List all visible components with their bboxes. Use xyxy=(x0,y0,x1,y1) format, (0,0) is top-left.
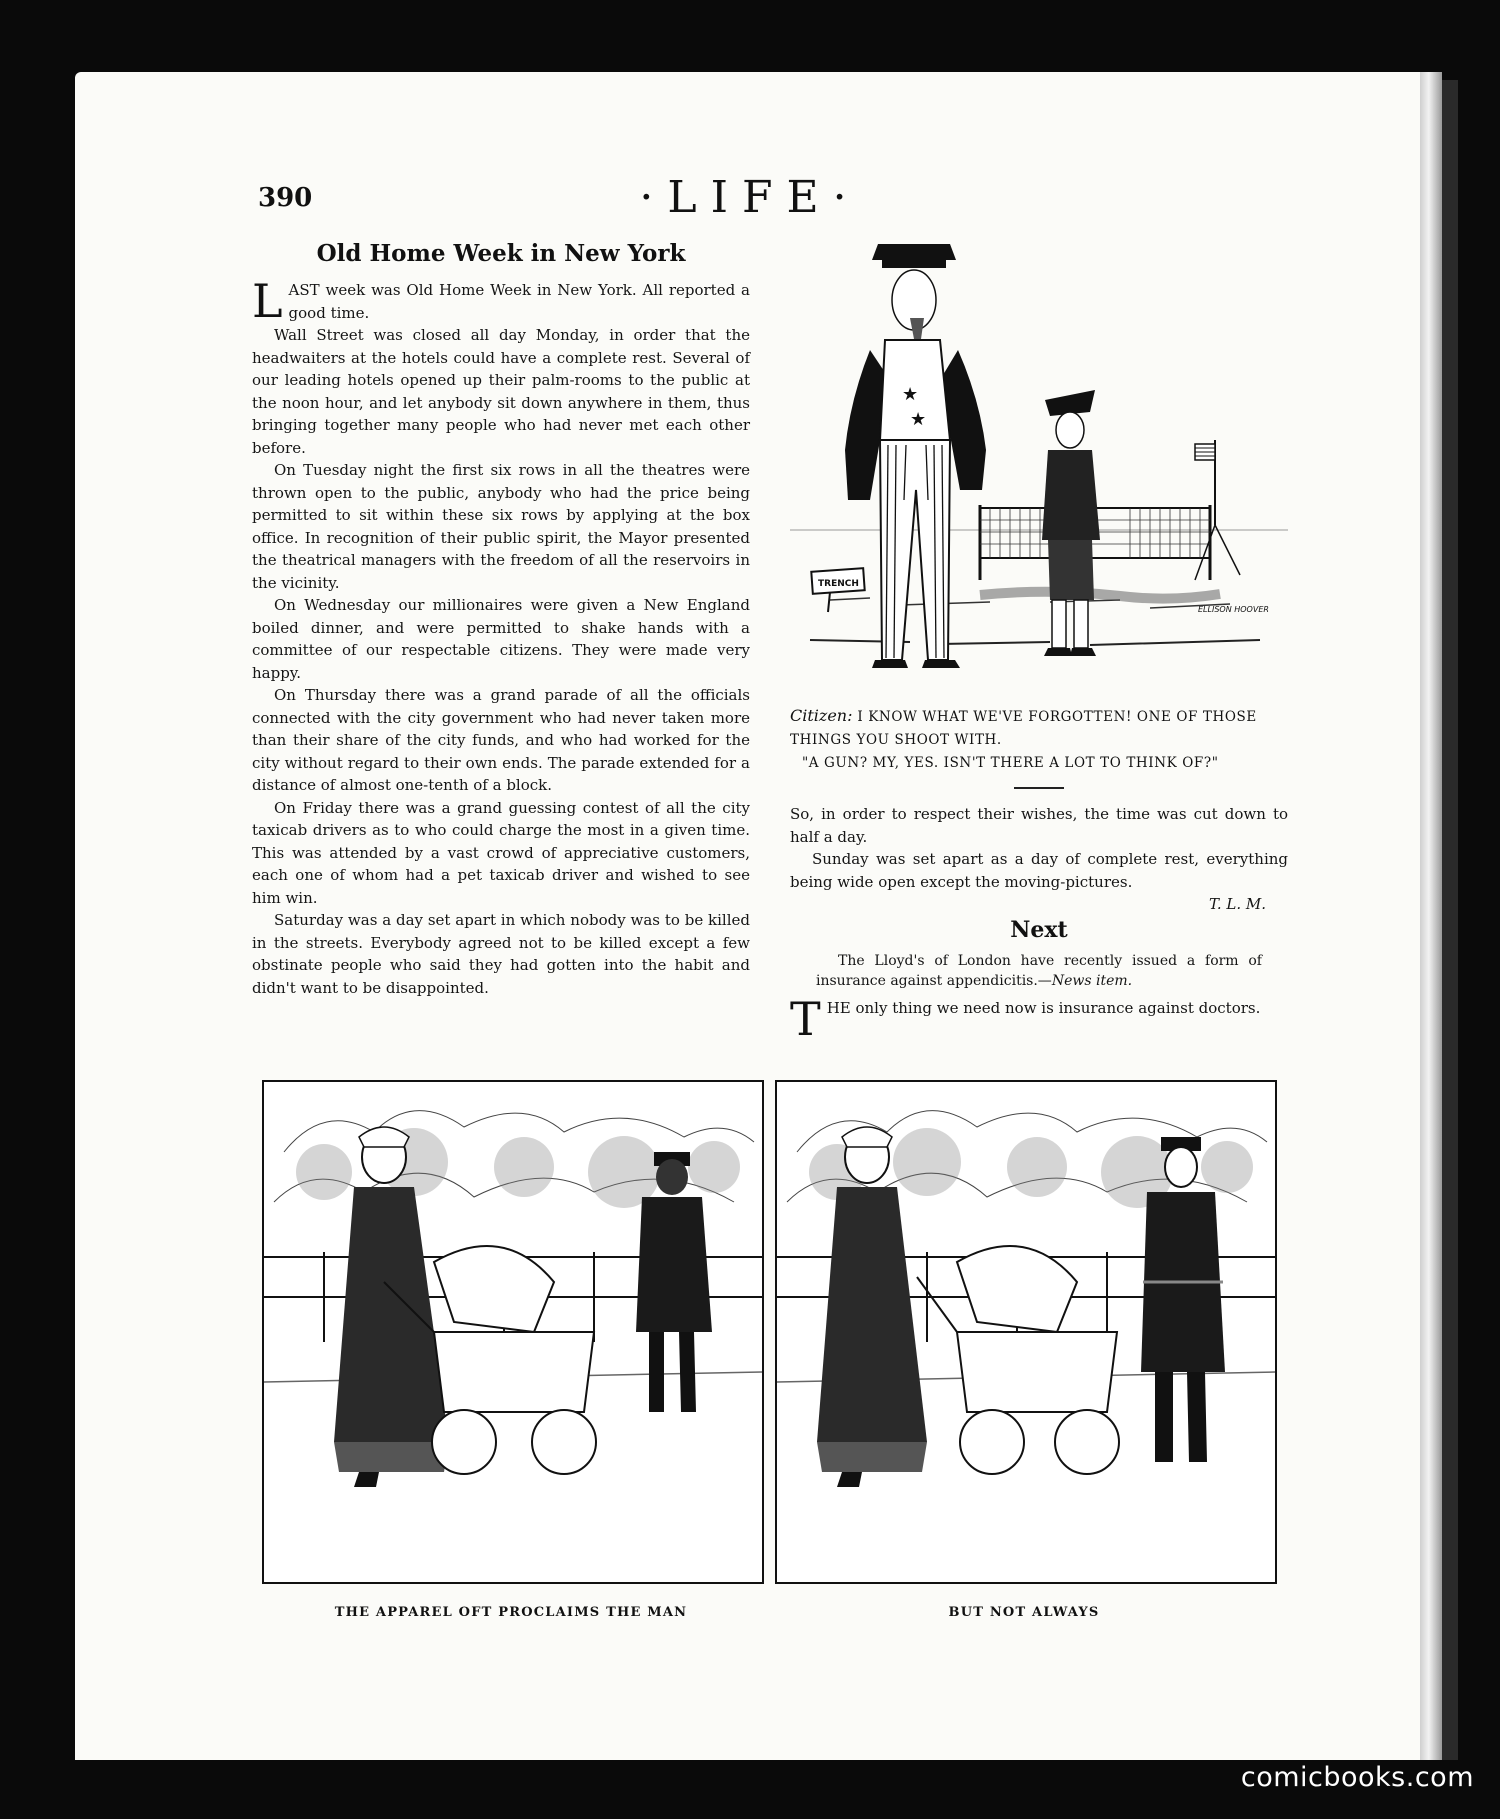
article-dropcap: L xyxy=(252,274,283,328)
baby-carriage-right xyxy=(917,1246,1119,1474)
article-paragraph-7: Saturday was a day set apart in which nobody was to be killed in the streets. Everybody agreed not to be killed except a few obstinate people who said they had gotten into the habit and didn't want to be disappointed. xyxy=(252,911,750,997)
citizen-figure xyxy=(1042,390,1100,656)
article-title: Old Home Week in New York xyxy=(316,240,686,267)
article-paragraph-1 xyxy=(252,274,750,328)
article-paragraph-1-text: AST week was Old Home Week in New York. All reported a good time. xyxy=(288,281,750,322)
next-title: Next xyxy=(1010,917,1068,943)
panel-right-caption: BUT NOT ALWAYS xyxy=(948,1605,1100,1620)
caption-line-1 xyxy=(790,704,1288,729)
panel-right-drawing xyxy=(777,1082,1275,1582)
author-signature: T. L. M. xyxy=(1209,895,1266,913)
page-gutter xyxy=(1420,72,1442,1760)
next-body xyxy=(790,992,1288,1046)
next-page-edge xyxy=(1442,80,1458,1760)
next-epigraph-source: News item. xyxy=(1051,973,1133,989)
panel-right-illustration xyxy=(775,1080,1277,1584)
masthead-title: ·LIFE· xyxy=(639,172,861,223)
caption-line-2: THINGS YOU SHOOT WITH. xyxy=(790,732,1002,748)
article-paragraph-2: Wall Street was closed all day Monday, in order that the headwaiters at the hotels could have a complete rest. Several of our leading hotels opened up their palm-rooms to the public at the noon hour, and let anybody sit down anywhere in them, thus bringing together many people who had never met each other before. xyxy=(252,326,750,457)
section-divider xyxy=(1014,787,1064,789)
page-number: 390 xyxy=(258,183,313,213)
svg-text:★: ★ xyxy=(902,384,919,405)
cartoon-caption xyxy=(790,704,1288,775)
panel-left-illustration xyxy=(262,1080,764,1584)
article-paragraph-5: On Thursday there was a grand parade of all the officials connected with the city government who had never taken more than their share of the city funds, and who had worked for the city without regard to their own ends. The parade extended for a distance of almost one-tenth of a block. xyxy=(252,686,750,794)
continuation-paragraph-2: Sunday was set apart as a day of complete rest, everything being wide open except the moving-pictures. xyxy=(790,850,1288,891)
caption-speaker: Citizen: xyxy=(790,706,853,725)
next-epigraph-text: The Lloyd's of London have recently issued a form of insurance against appendicitis.— xyxy=(816,953,1262,989)
continuation-paragraph-1: So, in order to respect their wishes, the time was cut down to half a day. xyxy=(790,805,1288,846)
panel-left-drawing xyxy=(264,1082,762,1582)
article-paragraph-6: On Friday there was a grand guessing contest of all the city taxicab drivers as to who could charge the most in a given time. This was attended by a vast crowd of appreciative customers, each one of whom had a pet taxicab driver and wished to see him win. xyxy=(252,798,750,907)
next-dropcap: T xyxy=(790,992,821,1046)
article-column xyxy=(252,240,750,999)
next-body-text: HE only thing we need now is insurance against doctors. xyxy=(826,999,1261,1017)
svg-text:★: ★ xyxy=(910,409,927,430)
caption-line-3: "A GUN? MY, YES. ISN'T THERE A LOT TO THINK OF?" xyxy=(802,755,1219,771)
site-watermark: comicbooks.com xyxy=(1240,1762,1474,1793)
right-column xyxy=(790,240,1288,1046)
article-paragraph-3: On Tuesday night the first six rows in all the theatres were thrown open to the public, anybody who had the price being permitted to sit within these six rows by applying at the box office. In recognition of their public spirit, the Mayor presented the theatrical managers with the freedom of all the reservoirs in the vicinity. xyxy=(252,461,750,592)
caption-line-1-text: I KNOW WHAT WE'VE FORGOTTEN! ONE OF THOSE xyxy=(852,709,1257,725)
panel-left-caption: THE APPAREL OFT PROCLAIMS THE MAN xyxy=(334,1605,688,1620)
next-epigraph xyxy=(816,951,1262,991)
artist-signature: ELLISON HOOVER xyxy=(1198,605,1269,614)
cartoon-sign-text: TRENCH xyxy=(818,579,859,589)
article-paragraph-4: On Wednesday our millionaires were given a New England boiled dinner, and were permitted to shake hands with a committee of our respectable citizens. They were made very happy. xyxy=(252,596,750,682)
cartoon-illustration xyxy=(790,240,1288,692)
uncle-sam-cartoon xyxy=(790,240,1288,692)
